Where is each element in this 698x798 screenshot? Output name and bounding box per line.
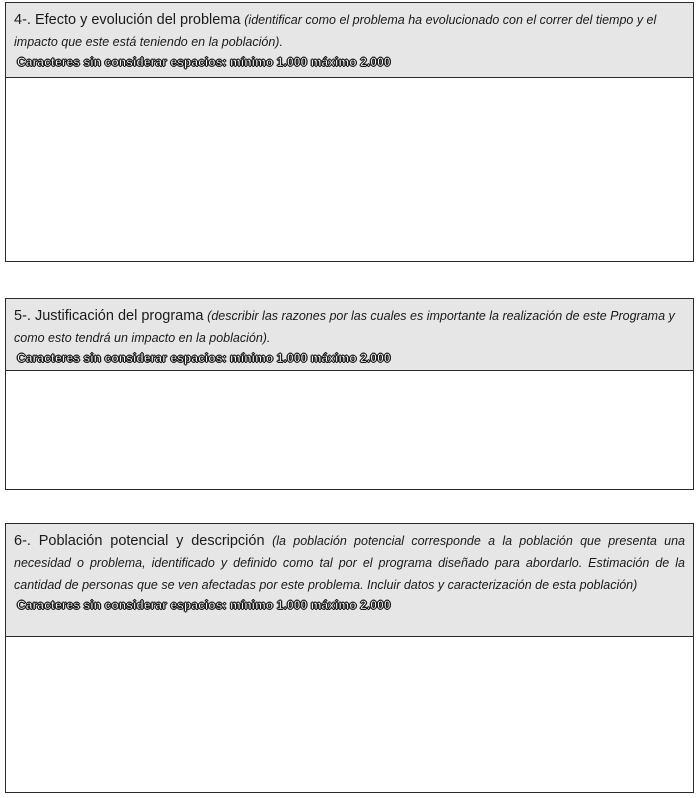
section-5-header [6,299,693,371]
section-6-description: (la población potencial corresponde a la población que presenta una necesidad o problema, identificado y definido como tal por el programa diseñado para abordarlo. Estimación de la cantidad de personas que se ven afectadas por este problema. Incluir datos y caracterización de esta población) [14,534,685,592]
section-6-character-limits: Caracteres sin considerar espacios: mínimo 1.000 máximo 2.000 [17,598,391,612]
section-5-description: (describir las razones por las cuales es importante la realización de este Programa y como esto tendrá un impacto en la población). [14,309,675,345]
section-4-character-limits: Caracteres sin considerar espacios: mínimo 1.000 máximo 2.000 [17,55,391,69]
section-4-title: 4-. Efecto y evolución del problema [14,12,241,28]
section-5-justificacion [5,298,694,490]
section-4-description: (identificar como el problema ha evolucionado con el correr del tiempo y el impacto que este está teniendo en la población). [14,13,657,49]
section-5-answer-field[interactable] [6,371,693,487]
section-6-title-line [14,530,685,596]
section-6-answer-field[interactable] [6,637,693,790]
section-4-title-line [14,9,685,53]
section-4-answer-field[interactable] [6,78,693,259]
section-5-title: 5-. Justificación del programa [14,308,204,324]
section-4-header [6,3,693,78]
section-5-title-line [14,305,685,349]
section-4-efecto-evolucion [5,2,694,262]
section-5-character-limits: Caracteres sin considerar espacios: mínimo 1.000 máximo 2.000 [17,351,391,365]
section-6-header [6,524,693,637]
section-6-title: 6-. Población potencial y descripción [14,533,265,549]
section-6-poblacion-potencial [5,523,694,793]
